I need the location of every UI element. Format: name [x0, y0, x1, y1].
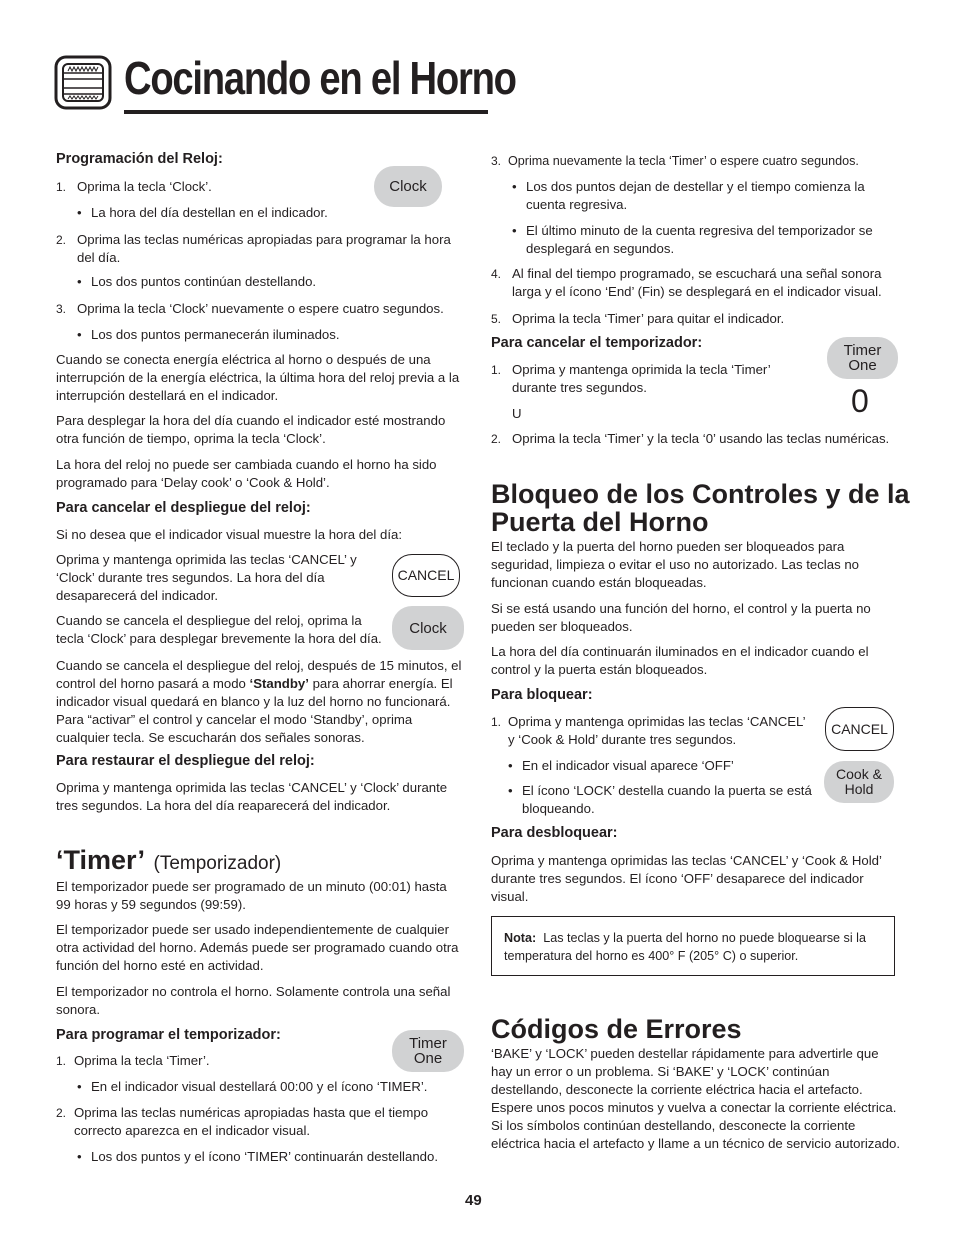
cook-hold-line1: Cook &	[836, 766, 882, 782]
step-number: 1.	[491, 715, 502, 729]
timer-heading-main: ‘Timer’	[56, 845, 146, 875]
cancel-key-2	[825, 707, 894, 751]
timer-step-2-bullet: • Los dos puntos y el ícono ‘TIMER’ continuarán destellando.	[91, 1148, 461, 1166]
step-number: 4.	[491, 267, 502, 281]
errors-heading: Códigos de Errores	[491, 1014, 742, 1044]
unlock-para: Oprima y mantenga oprimidas las teclas ‘CANCEL’ y ‘Cook & Hold’ durante tres segundos. El ícono ‘OFF’ desaparece del indicador visual.	[491, 853, 882, 904]
timer-cancel-heading: Para cancelar el temporizador:	[491, 335, 703, 351]
page-title: Cocinando en el Horno	[124, 52, 516, 104]
lock-subheading: Para bloquear:	[491, 687, 593, 703]
note-body: Las teclas y la puerta del horno no puede bloquearse si la temperatura del horno es 400° F (205° C) o superior.	[504, 931, 866, 963]
clock-step-1-bullet: • La hora del día destellan en el indicador.	[91, 204, 381, 222]
timer-step-3-bullet-1: • Los dos puntos dejan de destellar y el tiempo comienza la cuenta regresiva.	[526, 178, 896, 214]
clock-key-label: Clock	[389, 178, 427, 195]
cancel-key-label: CANCEL	[397, 567, 455, 583]
step-number: 3.	[491, 154, 502, 168]
oven-icon	[54, 55, 112, 110]
lock-step-1-bullet-2: • El ícono ‘LOCK’ destella cuando la puerta se está bloqueando.	[522, 782, 822, 818]
lock-para-1: El teclado y la puerta del horno pueden ser bloqueados para seguridad, limpieza o evitar el uso no autorizado. Las teclas no funcionan cuando están bloqueadas.	[491, 539, 860, 590]
cancel-display-para-2: Cuando se cancela el despliegue del reloj, oprima la tecla ‘Clock’ para desplegar brevemente la hora del día.	[56, 613, 382, 646]
clock-step-2: Oprima las teclas numéricas apropiadas para programar la hora del día.	[77, 232, 451, 265]
clock-para-3: La hora del reloj no puede ser cambiada cuando el horno ha sido programado para ‘Delay cook’ o ‘Cook & Hold’.	[56, 457, 437, 490]
errors-para: ‘BAKE’ y ‘LOCK’ pueden destellar rápidamente para advertirle que hay un error o un problema. Si ‘BAKE’ y ‘LOCK’ continúan destellando, desconecte la corriente eléctrica hacia el artefacto. Espere unos pocos minutos y vuelva a conectar la corriente eléctrica. Si los símbolos continúan destellando, desconecte la corriente eléctrica hacia el artefacto y llame a un técnico de servicio autorizado.	[491, 1046, 901, 1151]
step-number: 2.	[56, 233, 67, 247]
lock-para-2: Si se está usando una función del horno, el control y la puerta no pueden ser bloqueados.	[491, 601, 871, 634]
cancel-display-para-3	[56, 657, 466, 747]
timer-key-line1: Timer	[843, 342, 882, 359]
step-number: 2.	[491, 432, 502, 446]
cancel-key	[392, 554, 460, 597]
timer-cancel-1: Oprima y mantenga oprimida la tecla ‘Timer’ durante tres segundos.	[512, 362, 771, 395]
timer-para-2: El temporizador puede ser usado independientemente de cualquier otra actividad del horno. Además puede ser programado cuando otra función del horno esté en actividad.	[56, 922, 459, 973]
restore-display-para: Oprima y mantenga oprimida las teclas ‘CANCEL’ y ‘Clock’ durante tres segundos. La hora del día reaparecerá del indicador.	[56, 780, 448, 813]
timer-key-2	[827, 337, 898, 379]
title-underline	[124, 110, 488, 114]
timer-step-3: Oprima nuevamente la tecla ‘Timer’ o espere cuatro segundos.	[508, 154, 859, 168]
step-number: 1.	[56, 1054, 67, 1068]
step-number: 2.	[56, 1106, 67, 1120]
lock-step-1-bullet-1: • En el indicador visual aparece ‘OFF’	[522, 757, 812, 775]
timer-prog-heading: Para programar el temporizador:	[56, 1027, 281, 1043]
zero-key: 0	[851, 383, 869, 419]
standby-bold: ‘Standby’	[249, 676, 309, 691]
clock-prog-heading: Programación del Reloj:	[56, 151, 223, 167]
timer-step-5: Oprima la tecla ‘Timer’ para quitar el indicador.	[512, 311, 785, 326]
timer-step-1: Oprima la tecla ‘Timer’.	[74, 1053, 210, 1068]
cancel-display-intro: Si no desea que el indicador visual muestre la hora del día:	[56, 527, 403, 542]
standby-text-a: Cuando se cancela el despliegue del reloj, después de 15 minutos, el control del horno pasará a modo	[56, 658, 462, 691]
note-label: Nota:	[504, 931, 537, 945]
timer-heading	[56, 845, 281, 876]
clock-para-1: Cuando se conecta energía eléctrica al horno o después de una interrupción de la energía eléctrica, la última hora del reloj previa a la interrupción destellará en el indicador.	[56, 352, 460, 403]
timer-key-line1: Timer	[409, 1035, 447, 1052]
restore-display-heading: Para restaurar el despliegue del reloj:	[56, 753, 315, 769]
clock-key-2	[392, 606, 464, 650]
unlock-subheading: Para desbloquear:	[491, 825, 618, 841]
note-box	[491, 916, 895, 976]
timer-step-1-bullet: • En el indicador visual destellará 00:00 y el ícono ‘TIMER’.	[91, 1078, 451, 1096]
timer-step-4: Al final del tiempo programado, se escuchará una señal sonora larga y el ícono ‘End’ (Fin) se desplegará en el indicador visual.	[512, 266, 882, 299]
page-number: 49	[465, 1192, 482, 1209]
timer-step-2: Oprima las teclas numéricas apropiadas hasta que el tiempo correcto aparezca en el indicador visual.	[74, 1105, 429, 1138]
step-number: 3.	[56, 302, 67, 316]
note-text	[504, 929, 884, 965]
clock-step-3: Oprima la tecla ‘Clock’ nuevamente o espere cuatro segundos.	[77, 301, 444, 316]
lock-para-3: La hora del día continuarán iluminados en el indicador cuando el control y la puerta están bloqueados.	[491, 644, 869, 677]
timer-heading-sub: (Temporizador)	[153, 853, 282, 874]
timer-key	[392, 1030, 464, 1072]
cancel-key-label: CANCEL	[831, 720, 888, 737]
timer-para-3: El temporizador no controla el horno. Solamente controla una señal sonora.	[56, 984, 451, 1017]
cook-hold-line2: Hold	[844, 781, 874, 797]
clock-step-3-bullet: • Los dos puntos permanecerán iluminados.	[91, 326, 451, 344]
timer-key-line2: One	[848, 357, 877, 374]
clock-step-1: Oprima la tecla ‘Clock’.	[77, 179, 212, 194]
cancel-display-heading: Para cancelar el despliegue del reloj:	[56, 500, 311, 516]
clock-step-2-bullet: • Los dos puntos continúan destellando.	[91, 273, 451, 291]
standby-text-b: para ahorrar energía. El indicador visual quedará en blanco y la luz del horno no funcionará. Para “activar” el control y cancelar el modo ‘Standby’, oprima cualquier tecla. Se escucharán dos señales sonoras.	[56, 676, 453, 745]
clock-para-2: Para desplegar la hora del día cuando el indicador esté mostrando otra función de tiempo, oprima la tecla ‘Clock’.	[56, 413, 446, 446]
cancel-display-para-1: Oprima y mantenga oprimida las teclas ‘CANCEL’ y ‘Clock’ durante tres segundos. La hora del día desaparecerá del indicador.	[56, 552, 357, 603]
cook-hold-key	[824, 761, 894, 803]
timer-para-1: El temporizador puede ser programado de un minuto (00:01) hasta 99 horas y 59 segundos (99:59).	[56, 879, 447, 912]
timer-step-3-bullet-2: • El último minuto de la cuenta regresiva del temporizador se desplegará en segundos.	[526, 222, 896, 258]
timer-cancel-2: Oprima la tecla ‘Timer’ y la tecla ‘0’ usando las teclas numéricas.	[512, 431, 890, 446]
timer-cancel-or: U	[512, 406, 522, 421]
timer-key-line2: One	[413, 1050, 443, 1067]
step-number: 1.	[56, 180, 67, 194]
lock-heading: Bloqueo de los Controles y de la Puerta del Horno	[491, 479, 910, 537]
step-number: 5.	[491, 312, 502, 326]
clock-key	[374, 166, 442, 207]
step-number: 1.	[491, 363, 502, 377]
clock-key-label: Clock	[409, 619, 447, 637]
lock-step-1: Oprima y mantenga oprimidas las teclas ‘CANCEL’ y ‘Cook & Hold’ durante tres segundos.	[508, 714, 806, 747]
